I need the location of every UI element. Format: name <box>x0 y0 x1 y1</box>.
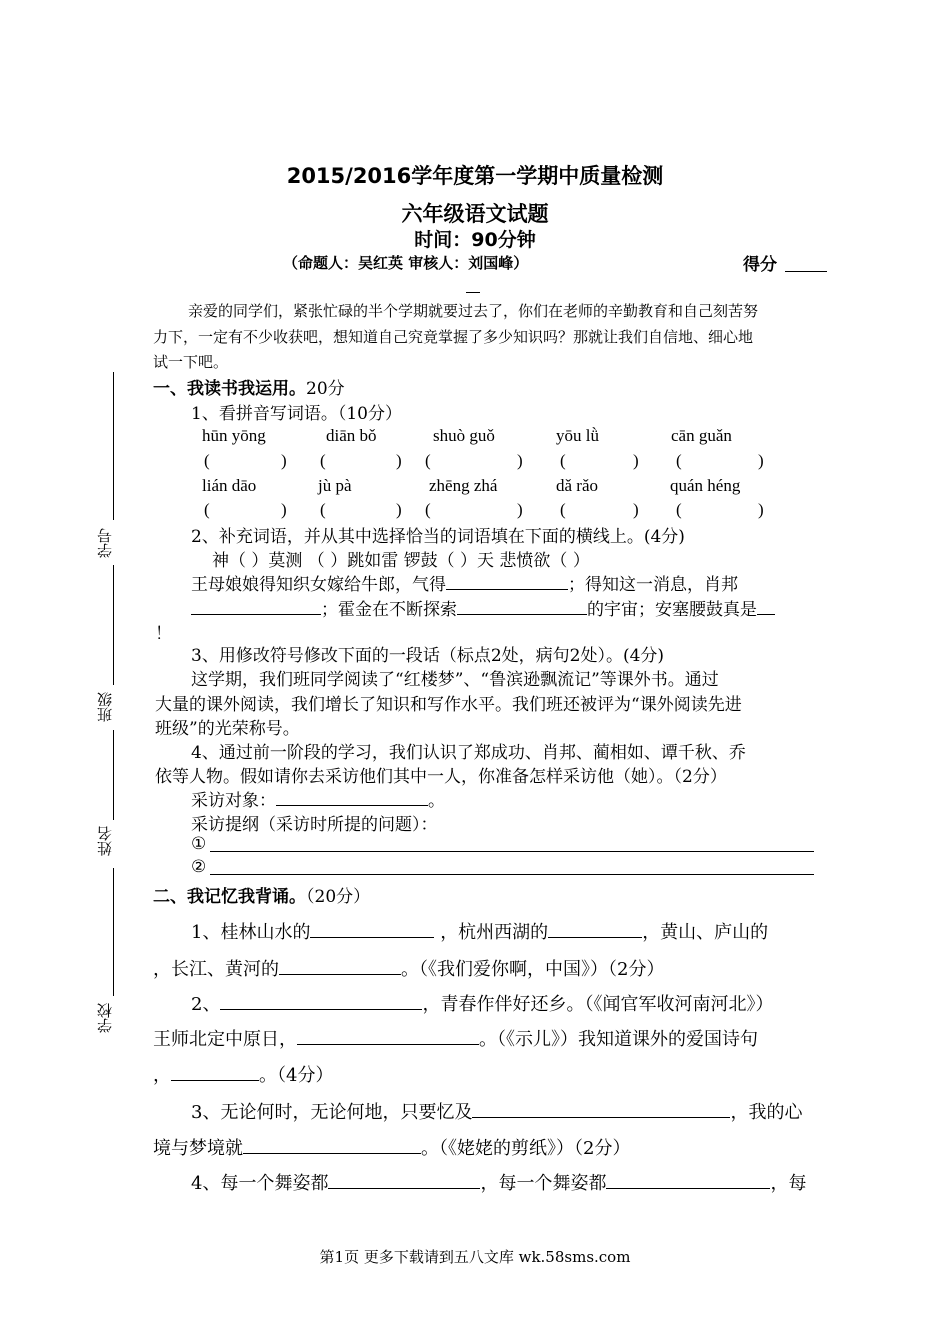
q2-sentence-1: 王母娘娘得知织女嫁给牛郎，气得 ；得知这一消息，肖邦 <box>191 570 738 595</box>
q4-item-1-blank[interactable] <box>210 851 814 852</box>
exam-authors: （命题人：吴红英 审核人：刘国峰） <box>283 254 529 272</box>
q2-blank-4[interactable] <box>757 596 775 615</box>
side-label-banji: 班级 <box>96 692 114 722</box>
binding-line-1 <box>113 372 114 520</box>
binding-line-3 <box>113 730 114 820</box>
paren-1-4-close: ) <box>633 451 639 470</box>
side-label-xingming: 姓名 <box>96 826 114 856</box>
paren-1-4-open: ( <box>560 451 566 470</box>
q2-blank-3[interactable] <box>457 596 587 615</box>
binding-line-4 <box>113 868 114 996</box>
q3-line-2: 大量的课外阅读，我们增长了知识和写作水平。我们班还被评为“课外阅读先进 <box>155 695 742 715</box>
q1-prompt: 1、看拼音写词语。（10分） <box>191 404 402 424</box>
side-label-xuexiao: 学校 <box>96 1003 114 1033</box>
pinyin-2-3: zhēng zhá <box>429 476 498 495</box>
s2-q2-blank-1[interactable] <box>220 990 422 1010</box>
score-blank-continued <box>466 292 480 293</box>
pinyin-2-4: dǎ rǎo <box>556 476 599 495</box>
section-1-title: 一、我读书我运用。20分 <box>153 379 345 399</box>
q2-sentence-2: ；霍金在不断探索 的宇宙；安塞腰鼓真是 <box>191 595 775 620</box>
q4-line-1: 4、通过前一阶段的学习，我们认识了郑成功、肖邦、蔺相如、谭千秋、乔 <box>191 743 746 763</box>
q4-line-2: 依等人物。假如请你去采访他们其中一人，你准备怎样采访他（她）。（2分） <box>155 767 727 787</box>
s2-q3-line-2: 境与梦境就 。（《姥姥的剪纸》）（2分） <box>153 1134 630 1160</box>
s2-q2-blank-3[interactable] <box>171 1061 259 1081</box>
exam-subtitle: 六年级语文试题 <box>401 202 549 226</box>
s2-q1-line-2: ，长江、黄河的 。（《我们爱你啊，中国》）（2分） <box>153 955 664 981</box>
s2-q3-blank-2[interactable] <box>243 1134 421 1154</box>
s2-q1-blank-2[interactable] <box>548 918 642 938</box>
paren-2-3-open: ( <box>425 500 431 519</box>
s2-q4-blank-2[interactable] <box>606 1169 770 1189</box>
q2-words: 神（ ）莫测 （ ）跳如雷 锣鼓（ ）天 悲愤欲（ ） <box>212 551 590 571</box>
pinyin-2-2: jù pà <box>318 476 352 495</box>
paren-2-4-close: ) <box>633 500 639 519</box>
q3-line-1: 这学期，我们班同学阅读了“红楼梦”、“鲁滨逊飘流记”等课外书。通过 <box>191 670 719 690</box>
s2-q1-blank-3[interactable] <box>279 955 401 975</box>
paren-2-1-close: ) <box>281 500 287 519</box>
paren-2-5-open: ( <box>676 500 682 519</box>
paren-2-5-close: ) <box>758 500 764 519</box>
q4-item-2-marker: ② <box>191 857 207 877</box>
paren-2-1-open: ( <box>204 500 210 519</box>
pinyin-1-5: cān guǎn <box>671 426 732 445</box>
s2-q2-line-1: 2、 ，青春作伴好还乡。（《闻官军收河南河北》） <box>191 990 773 1016</box>
q3-line-3: 班级”的光荣称号。 <box>155 719 300 739</box>
q4-item-2-blank[interactable] <box>210 874 814 875</box>
s2-q1-line-1: 1、桂林山水的 ，杭州西湖的 ，黄山、庐山的 <box>191 918 768 944</box>
q2-exclamation: ！ <box>155 624 172 644</box>
paren-1-3-open: ( <box>425 451 431 470</box>
paren-1-5-open: ( <box>676 451 682 470</box>
intro-line-1: 亲爱的同学们，紧张忙碌的半个学期就要过去了，你们在老师的辛勤教育和自己刻苦努 <box>188 302 759 320</box>
pinyin-2-5: quán héng <box>670 476 741 495</box>
q2-blank-1[interactable] <box>446 571 568 590</box>
q4-item-1-marker: ① <box>191 834 207 854</box>
intro-line-3: 试一下吧。 <box>153 353 229 371</box>
s2-q4-line-1: 4、每一个舞姿都 ，每一个舞姿都 ，每 <box>191 1169 806 1195</box>
paren-1-2-open: ( <box>320 451 326 470</box>
s2-q2-line-3: ， 。（4分） <box>153 1061 333 1087</box>
intro-line-2: 力下，一定有不少收获吧，想知道自己究竟掌握了多少知识吗？那就让我们自信地、细心地 <box>153 328 754 346</box>
pinyin-2-1: lián dāo <box>202 476 257 495</box>
paren-1-1-close: ) <box>281 451 287 470</box>
q4-target-blank[interactable] <box>276 787 428 806</box>
q3-prompt: 3、用修改符号修改下面的一段话（标点2处，病句2处）。(4分) <box>191 646 665 666</box>
exam-title: 2015/2016学年度第一学期中质量检测 <box>286 164 664 188</box>
s2-q4-blank-1[interactable] <box>328 1169 480 1189</box>
pinyin-1-4: yōu lǜ <box>556 426 599 445</box>
exam-time: 时间：90分钟 <box>414 229 536 251</box>
paren-2-3-close: ) <box>517 500 523 519</box>
s2-q3-line-1: 3、无论何时，无论何地，只要忆及 ，我的心 <box>191 1098 802 1124</box>
s2-q2-line-2: 王师北定中原日， 。（《示儿》）我知道课外的爱国诗句 <box>153 1025 758 1051</box>
s2-q3-blank-1[interactable] <box>472 1098 730 1118</box>
q4-outline: 采访提纲（采访时所提的问题）： <box>191 815 438 835</box>
s2-q1-blank-1[interactable] <box>310 918 434 938</box>
binding-line-2 <box>113 565 114 685</box>
paren-1-5-close: ) <box>758 451 764 470</box>
paren-2-4-open: ( <box>560 500 566 519</box>
score-blank[interactable] <box>785 271 827 272</box>
paren-1-2-close: ) <box>396 451 402 470</box>
paren-2-2-close: ) <box>396 500 402 519</box>
q2-prompt: 2、补充词语，并从其中选择恰当的词语填在下面的横线上。(4分) <box>191 527 685 547</box>
paren-1-3-close: ) <box>517 451 523 470</box>
page-footer: 第1页 更多下载请到五八文库 wk.58sms.com <box>319 1248 631 1266</box>
score-label: 得分 <box>743 255 777 275</box>
pinyin-1-2: diān bǒ <box>326 426 377 445</box>
side-label-xuehao: 学号 <box>96 528 114 558</box>
s2-q2-blank-2[interactable] <box>297 1025 479 1045</box>
pinyin-1-1: hūn yōng <box>202 426 266 445</box>
pinyin-1-3: shuò guǒ <box>433 426 495 445</box>
section-2-title: 二、我记忆我背诵。（20分） <box>153 887 371 907</box>
paren-2-2-open: ( <box>320 500 326 519</box>
paren-1-1-open: ( <box>204 451 210 470</box>
q2-blank-2[interactable] <box>191 596 321 615</box>
q4-target: 采访对象： 。 <box>191 786 445 811</box>
